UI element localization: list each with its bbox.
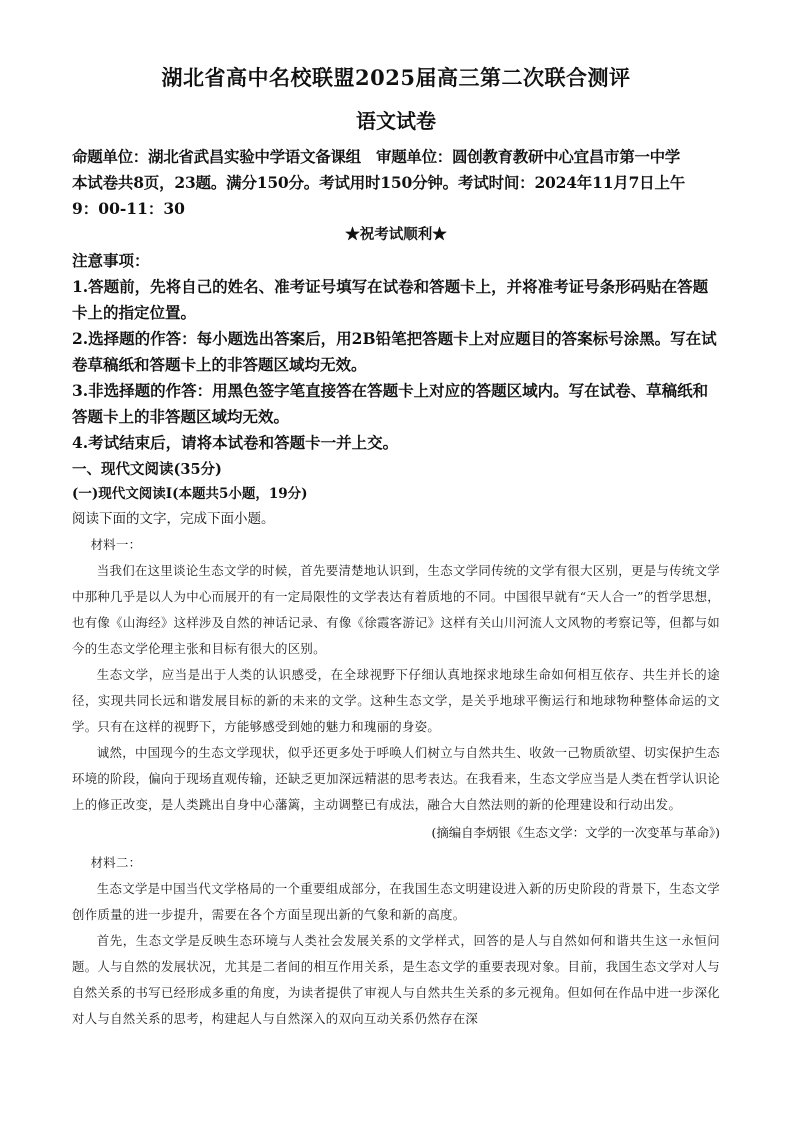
material-paragraph: 首先，生态文学是反映生态环境与人类社会发展关系的文学样式，回答的是人与自然如何和谐共生这一永恒问题。人与自然的发展状况，尤其是二者间的相互作用关系，是生态文学的重要表现对象。目前，我国生态文学对人与自然关系的书写已经形成多重的角度，为读者提供了审视人与自然共生关系的多元视角。但如何在作品中进一步深化对人与自然关系的思考，构建起人与自然深入的双向互动关系仍然存在深 <box>72 933 720 1026</box>
material-one <box>72 532 720 818</box>
exam-subtitle: 语文试卷 <box>356 109 436 133</box>
exam-title: 湖北省高中名校联盟2025届高三第二次联合测评 <box>161 65 631 90</box>
material-label: 材料二： <box>90 855 142 870</box>
material-paragraph: 生态文学是中国当代文学格局的一个重要组成部分，在我国生态文明建设进入新的历史阶段的背景下，生态文学创作质量的进一步提升，需要在各个方面呈现出新的气象和新的高度。 <box>72 881 720 922</box>
info-exam-details: 本试卷共8页，23题。满分150分。考试用时150分钟。考试时间：2024年11月7日上午 <box>72 173 686 192</box>
reading-instruction: 阅读下面的文字，完成下面小题。 <box>72 511 275 527</box>
exam-info <box>72 144 720 222</box>
material-source: (摘编自李炳银《生态文学：文学的一次变革与革命》) <box>431 825 720 840</box>
blessing-line: ★祝考试顺利★ <box>345 226 447 243</box>
subsection-heading: (一)现代文阅读Ⅰ(本题共5小题，19分) <box>72 486 308 502</box>
material-two <box>72 850 720 1032</box>
exam-page <box>72 62 720 1032</box>
info-authors: 命题单位：湖北省武昌实验中学语文备课组 审题单位：圆创教育教研中心宜昌市第一中学 <box>72 147 681 166</box>
notice-item: 2.选择题的作答：每小题选出答案后，用2B铅笔把答题卡上对应题目的答案标号涂黑。写在试卷草稿纸和答题卡上的非答题区域均无效。 <box>72 329 717 374</box>
notice-item: 1.答题前，先将自己的姓名、准考证号填写在试卷和答题卡上，并将准考证号条形码贴在答题卡上的指定位置。 <box>72 277 709 322</box>
notice-item: 3.非选择题的作答：用黑色签字笔直接答在答题卡上对应的答题区域内。写在试卷、草稿纸和答题卡上的非答题区域均无效。 <box>72 381 709 426</box>
notice-item: 4.考试结束后，请将本试卷和答题卡一并上交。 <box>72 433 399 452</box>
notice-heading: 注意事项： <box>72 251 150 270</box>
material-paragraph: 诚然，中国现今的生态文学现状，似乎还更多处于呼唤人们树立与自然共生、收敛一己物质欲望、切实保护生态环境的阶段，偏向于现场直观传输，还缺乏更加深远精湛的思考表达。在我看来，生态文学应当是人类在哲学认识论上的修正改变，是人类跳出自身中心藩篱，主动调整已有成法，融合大自然法则的新的伦理建设和行动出发。 <box>72 745 720 812</box>
material-label: 材料一： <box>90 537 142 552</box>
info-exam-time: 9：00-11：30 <box>72 199 185 218</box>
notice-block <box>72 248 720 456</box>
material-paragraph: 生态文学，应当是出于人类的认识感受，在全球视野下仔细认真地探求地球生命如何相互依存、共生并长的途径，实现共同长远和谐发展目标的新的未来的文学。这种生态文学，是关乎地球平衡运行和地球物种整体命运的文学。只有在这样的视野下，方能够感受到她的魅力和瑰丽的身姿。 <box>72 667 720 734</box>
material-paragraph: 当我们在这里谈论生态文学的时候，首先要清楚地认识到，生态文学同传统的文学有很大区别，更是与传统文学中那种几乎是以人为中心而展开的有一定局限性的文学表达有着质地的不同。中国很早就有“天人合一”的哲学思想，也有像《山海经》这样涉及自然的神话记录、有像《徐霞客游记》这样有关山川河流人文风物的考察记等，但都与如今的生态文学伦理主张和目标有很大的区别。 <box>72 563 720 656</box>
section-heading: 一、现代文阅读(35分) <box>72 461 222 478</box>
